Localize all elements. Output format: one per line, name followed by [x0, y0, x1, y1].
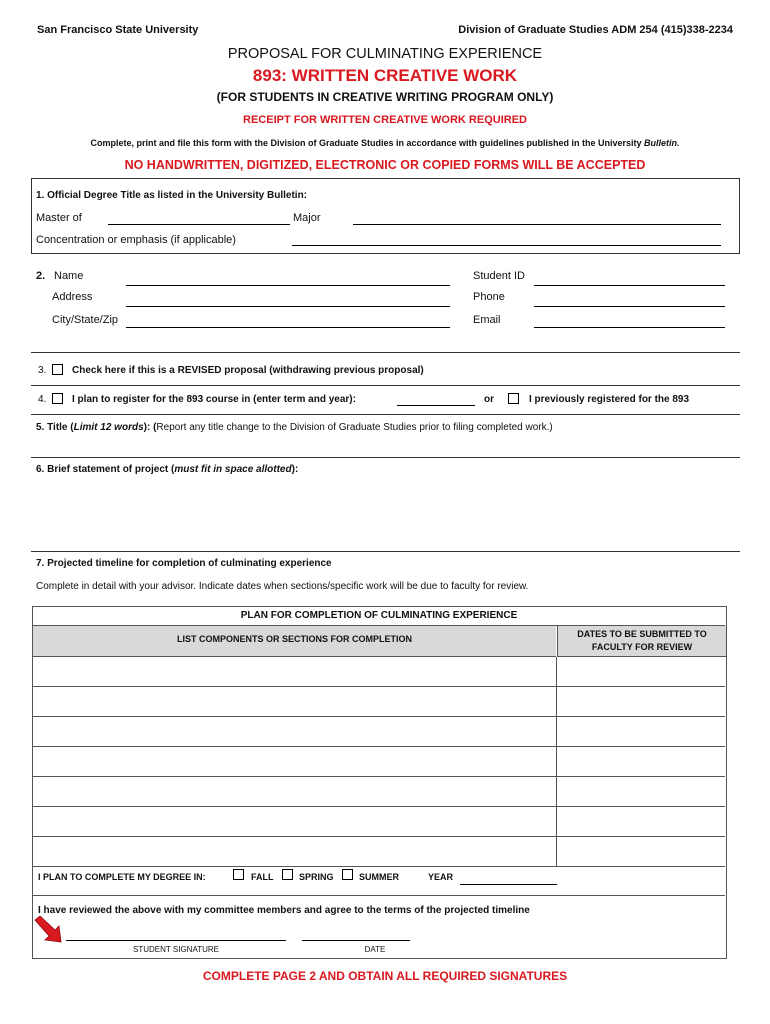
revised-proposal-text: Check here if this is a REVISED proposal (withdrawing previous proposal) [72, 365, 424, 376]
major-label: Major [293, 212, 321, 224]
or-text: or [484, 394, 494, 405]
register-893-text: I plan to register for the 893 course in (enter term and year): [72, 394, 356, 405]
university-name: San Francisco State University [37, 24, 199, 36]
phone-field[interactable] [534, 306, 725, 307]
address-field[interactable] [126, 306, 450, 307]
summer-checkbox[interactable] [342, 869, 353, 880]
section-5-heading [36, 422, 553, 433]
section-6-prefix: 6. Brief statement of project ( [36, 464, 175, 475]
plan-row[interactable] [33, 687, 725, 717]
email-field[interactable] [534, 327, 725, 328]
section-6-heading [36, 464, 298, 475]
instructions-text: Complete, print and file this form with the Division of Graduate Studies in accordance with guidelines published in the University [90, 138, 645, 148]
plan-col-header-dates [557, 626, 726, 657]
program-note: (FOR STUDENTS IN CREATIVE WRITING PROGRAM ONLY) [216, 90, 554, 104]
section-7-heading: 7. Projected timeline for completion of culminating experience [36, 558, 332, 569]
plan-table-title: PLAN FOR COMPLETION OF CULMINATING EXPERIENCE [33, 607, 725, 626]
divider-3 [31, 352, 740, 353]
arrow-icon [33, 916, 65, 944]
student-signature-field[interactable] [66, 940, 286, 941]
table-divider [33, 895, 725, 896]
divider-4 [31, 385, 740, 386]
complete-degree-label: I PLAN TO COMPLETE MY DEGREE IN: [38, 872, 206, 882]
instructions-italic: Bulletin. [644, 138, 680, 148]
plan-row[interactable] [33, 777, 725, 807]
previously-registered-text: I previously registered for the 893 [529, 394, 690, 405]
fall-checkbox[interactable] [233, 869, 244, 880]
term-year-field[interactable] [397, 405, 475, 406]
major-field[interactable] [353, 224, 721, 225]
plan-col2-label-2: FACULTY FOR REVIEW [591, 642, 693, 652]
master-of-field[interactable] [108, 224, 290, 225]
city-state-zip-label: City/State/Zip [52, 314, 119, 326]
plan-col2-label-1: DATES TO BE SUBMITTED TO [577, 629, 707, 639]
spring-label: SPRING [299, 872, 334, 882]
email-label: Email [473, 314, 501, 326]
year-field[interactable] [460, 884, 557, 885]
section-5-note: Report any title change to the Division of Graduate Studies prior to filing completed work.) [156, 422, 553, 433]
section-6-italic: must fit in space allotted [174, 464, 292, 475]
divider-5 [31, 414, 740, 415]
plan-col-header-components [33, 626, 556, 657]
section-6-suffix: ): [291, 464, 299, 475]
student-id-field[interactable] [534, 285, 725, 286]
summer-label: SUMMER [359, 872, 399, 882]
concentration-label: Concentration or emphasis (if applicable) [36, 234, 236, 246]
name-field[interactable] [126, 285, 450, 286]
master-of-label: Master of [36, 212, 82, 224]
section-5-mid: ): ( [143, 422, 157, 433]
footer-note: COMPLETE PAGE 2 AND OBTAIN ALL REQUIRED SIGNATURES [202, 969, 568, 983]
section-7-instructions: Complete in detail with your advisor. Indicate dates when sections/specific work will be due to faculty for review. [36, 581, 529, 592]
section-5-prefix: 5. Title ( [36, 422, 74, 433]
plan-col1-label: LIST COMPONENTS OR SECTIONS FOR COMPLETION [176, 634, 412, 644]
previously-registered-checkbox[interactable] [508, 393, 519, 404]
division-contact: Division of Graduate Studies ADM 254 (415)338-2234 [458, 24, 733, 36]
section-1-heading: 1. Official Degree Title as listed in the University Bulletin: [36, 190, 308, 201]
spring-checkbox[interactable] [282, 869, 293, 880]
concentration-field[interactable] [292, 245, 721, 246]
city-state-zip-field[interactable] [126, 327, 450, 328]
plan-row[interactable] [33, 837, 725, 867]
receipt-required: RECEIPT FOR WRITTEN CREATIVE WORK REQUIRED [243, 114, 527, 126]
divider-6 [31, 457, 740, 458]
form-title: PROPOSAL FOR CULMINATING EXPERIENCE [227, 46, 543, 62]
form-subtitle: 893: WRITTEN CREATIVE WORK [252, 66, 518, 85]
revised-proposal-checkbox[interactable] [52, 364, 63, 375]
register-893-checkbox[interactable] [52, 393, 63, 404]
instructions [0, 138, 770, 148]
fall-label: FALL [251, 872, 274, 882]
plan-row[interactable] [33, 717, 725, 747]
phone-label: Phone [473, 291, 505, 303]
section-3-number: 3. [38, 365, 47, 376]
warning-text: NO HANDWRITTEN, DIGITIZED, ELECTRONIC OR COPIED FORMS WILL BE ACCEPTED [124, 158, 646, 172]
name-label: Name [54, 270, 84, 282]
plan-row[interactable] [33, 807, 725, 837]
signature-date-label: DATE [364, 945, 386, 954]
address-label: Address [52, 291, 93, 303]
section-4-number: 4. [38, 394, 47, 405]
agreement-text: I have reviewed the above with my committee members and agree to the terms of the projected timeline [38, 905, 530, 916]
plan-row[interactable] [33, 747, 725, 777]
student-id-label: Student ID [473, 270, 525, 282]
year-label: YEAR [428, 872, 454, 882]
plan-row[interactable] [33, 657, 725, 687]
signature-date-field[interactable] [302, 940, 410, 941]
divider-7 [31, 551, 740, 552]
section-2-number: 2. [36, 270, 46, 282]
student-signature-label: STUDENT SIGNATURE [133, 945, 219, 954]
section-5-italic: Limit 12 words [73, 422, 144, 433]
